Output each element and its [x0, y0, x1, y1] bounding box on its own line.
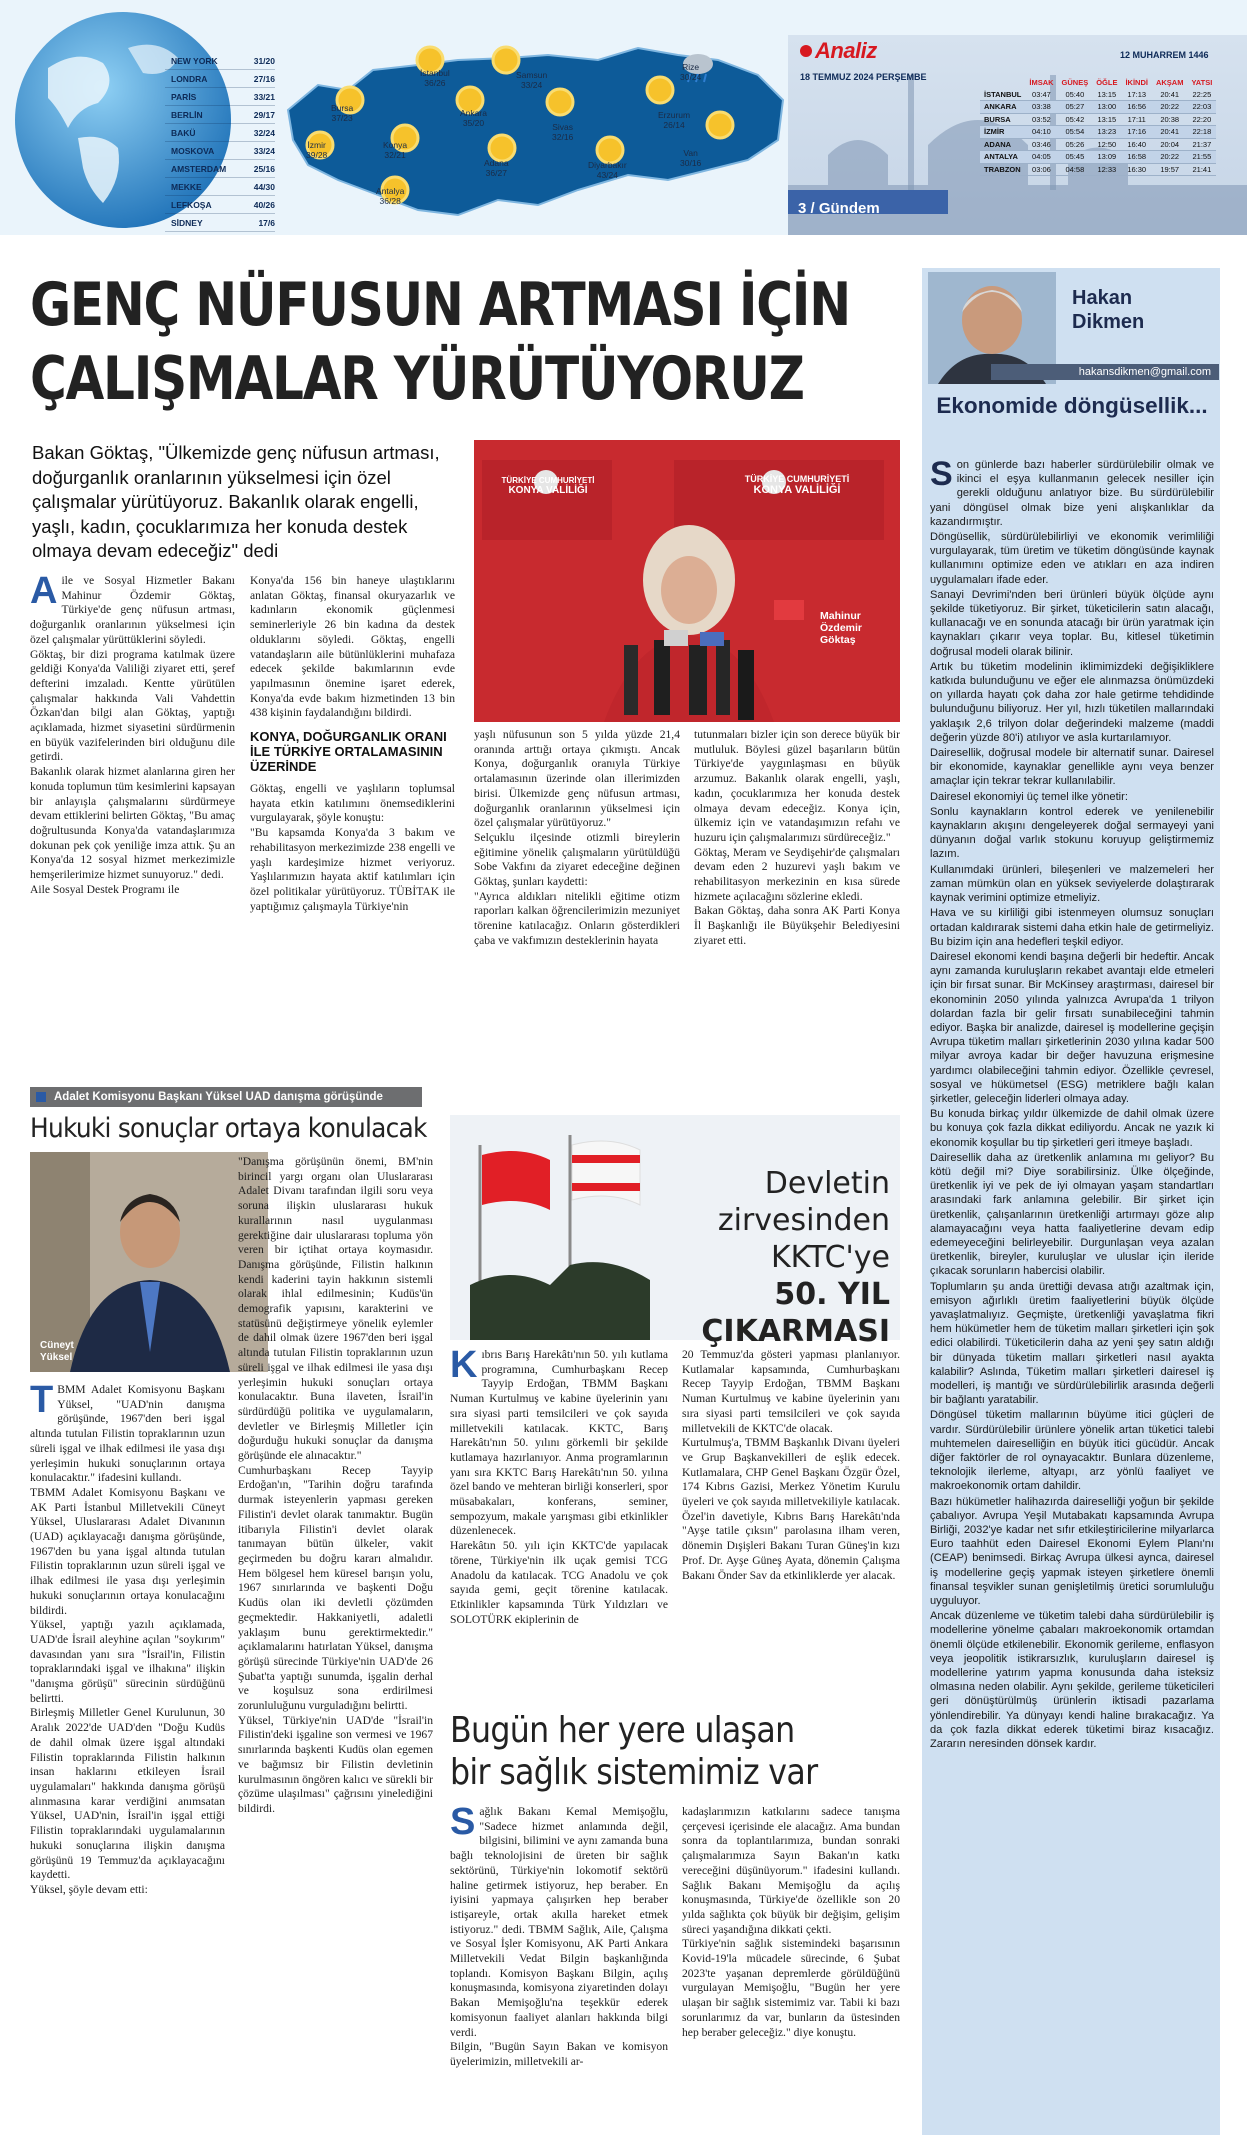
hijri-date: 12 MUHARREM 1446	[1120, 50, 1209, 60]
main-photo	[474, 440, 900, 722]
uad-photo	[30, 1152, 268, 1372]
main-headline: GENÇ NÜFUSUN ARTMASI İÇİN ÇALIŞMALAR YÜRÜTÜYORUZ	[30, 270, 850, 414]
uad-headline: Hukuki sonuçlar ortaya konulacak	[30, 1113, 427, 1144]
main-column-3: yaşlı nüfusunun son 5 yılda yüzde 21,4 oranında arttığı ortaya çıkmıştı. Ancak Konya, doğurganlık oranıyla Türkiye ortalamasının üzerinde olan illerimizden birisi. Ülkemizde genç nüfusun artması, doğurganlık oranlarının yükselmesi için özel çalışmalar yürütüyoruz." Selçuklu ilçesinde otizmli bireylerin eğitimine yönelik çalışmaların yürütüldüğü Sobe Vakfını da ziyaret edeceğine değinen Göktaş, şunları kaydetti: "Ayrıca aldıkları nitelikli eğitime otizm raporları kalkan öğrencilerimizin mezuniyet törenine katılacağız. Onların gösterdikleri çaba ve vakfımızın desteklerinin hayata	[474, 728, 680, 947]
main-subhead: Bakan Göktaş, "Ülkemizde genç nüfusun artması, doğurganlık oranlarının yükselmesi için özel çalışmalar yürütüyoruz. Bakanlık olarak engelli, yaşlı, kadın, çocuklarımıza her konuda destek olmaya devam edeceğiz" dedi	[32, 442, 440, 561]
prayer-times-table: İMSAK GÜNEŞ ÖĞLE İKİNDİ AKŞAM YATSI İSTANBUL 03:47 05:40 13:15 17:13 20:41 22:25 ANKARA 03:38 05:27 13:00 16:56 20:22 22:03 BURSA 03:52 05:42 13:15 17:11 20:38 22:20 İZMİR 04:10 05:54 13:23 17:16 20:41 22:18 ADANA 03:46 05:26 12:50 16:40 20:04 21:37 ANTALYA 04:05 05:45 13:09 16:58 20:22 21:55 TRABZON 03:06 04:58 12:33 16:30 19:57 21:41	[980, 76, 1216, 176]
sun-icon	[700, 105, 740, 145]
weather-banner	[0, 0, 1247, 235]
world-city-row: LEFKOŞA 40/26	[165, 196, 275, 214]
prayer-row: BURSA 03:52 05:42 13:15 17:11 20:38 22:20	[980, 113, 1216, 126]
analiz-logo: Analiz	[800, 38, 877, 64]
dropcap: S	[450, 1801, 476, 1843]
columnist-email: hakansdikmen@gmail.com	[991, 364, 1219, 380]
prayer-row: ADANA 03:46 05:26 12:50 16:40 20:04 21:37	[980, 138, 1216, 151]
world-city-row: NEW YORK 31/20	[165, 52, 275, 70]
main-column-2: Konya'da 156 bin haneye ulaştıklarını anlatan Göktaş, finansal okuryazarlık ve kadınların ekonomik güçlenmesi seminerleriyle 26 bin kadına da destek olduklarını söyledi. Göktaş, engelli vatandaşların aile bütünlüklerini muhafaza edecek şekilde bakımlarının evde yapılmasının önemine işaret ederek, Konya'da evde bakım hizmetinden 13 bin 438 kişinin faydalandığını bildirdi. KONYA, DOĞURGANLIK ORANI İLE TÜRKİYE ORTALAMASININ ÜZERİNDE Göktaş, engelli ve yaşlıların toplumsal hayata etkin katılımını önemsediklerini vurgulayarak, şöyle konuştu: "Bu kapsamda Konya'da 3 bakım ve rehabilitasyon merkezimizde 238 engelli ve yaşlı kardeşimize hizmet veriyoruz. Yaşlılarımızın hayata aktif katılımları için özel politikalar yürütüyoruz. TÜBİTAK ile yaptığımız çalışmayla Türkiye'nin	[250, 574, 455, 913]
uad-photo-caption: Cüneyt Yüksel	[40, 1340, 74, 1363]
prayer-row: ANTALYA 04:05 05:45 13:09 16:58 20:22 21:55	[980, 151, 1216, 164]
city-weather-istanbul: İstanbul 36/26	[420, 68, 450, 88]
city-weather-izmir: İzmir 39/28	[306, 140, 328, 160]
prayer-row: İZMİR 04:10 05:54 13:23 17:16 20:41 22:18	[980, 126, 1216, 139]
city-weather-konya: Konya 32/21	[383, 140, 408, 160]
city-weather-adana: Adana 36/27	[484, 158, 509, 178]
saglik-column-2: kadaşlarımızın katkılarını sadece tanışma çerçevesi içerisinde ele alacağız. Ama bundan sonra da toplantılarımıza, bundan sonraki çalışmalarımıza Sayın Bakan'ın katkı vereceğini düşünüyorum." ifadesini kullandı. Sağlık Bakanı Memişoğlu da açılış konuşmasında, Türkiye'de özellikle son 20 yılda sağlıkta çok büyük bir değişim, gelişim süreci yaşandığına dikkati çekti. Türkiye'nin sağlık sistemindeki başarısının Kovid-19'la mücadele sürecinde, 6 Şubat 2023'te yaşanan depremlerde görüldüğünü vurgulayan Memişoğlu, "Bugün her yere ulaşan bir sağlık sistemimiz var. Tabii ki bazı sorunlarımız da var, bunların da üstesinden hep beraber geleceğiz." diye konuştu.	[682, 1805, 900, 2039]
main-column-1: Aile ve Sosyal Hizmetler Bakanı Mahinur Özdemir Göktaş, Türkiye'de genç nüfusun artması, doğurganlık oranlarının yükselmesi için özel çalışmalar yürüttüklerini söyledi. Göktaş, bir dizi programa katılmak üzere geldiği Konya'da Valiliği ziyaret etti, şeref defterini imzaladı. Kentte yürütülen çalışmalar hakkında Vali Vahdettin Özkan'dan bilgi alan Göktaş, yaptığı açıklamada, hizmet siyasetini sürdürmenin en büyük vazifelerinden biri olduğunu dile getirdi. Bakanlık olarak hizmet alanlarına giren her konuda toplumun tüm kesimlerini kapsayan bir anlayışla çalışmalarını sürdürmeye devam ettiklerini belirten Göktaş, "Bu amaç doğrultusunda Konya'da vatandaşlarımıza dokunan pek çok yeniliğe imza attık. Şu an Konya'da 12 sosyal hizmet merkezimizle hemşerilerimize hizmet sunuyoruz." dedi. Aile Sosyal Destek Programı ile	[30, 570, 235, 896]
saglik-headline: Bugün her yere ulaşan bir sağlık sistemimiz var	[450, 1710, 818, 1793]
main-subtitle: KONYA, DOĞURGANLIK ORANI İLE TÜRKİYE ORTALAMASININ ÜZERİNDE	[250, 729, 447, 775]
issue-date: 18 TEMMUZ 2024 PERŞEMBE	[800, 72, 927, 82]
world-city-row: MOSKOVA 33/24	[165, 142, 275, 160]
saglik-column-1: Sağlık Bakanı Kemal Memişoğlu, "Sadece hizmet anlamında değil, bilgisini, bilimini ve aynı zamanda buna bağlı teknolojisini de üreten bir sağlık sektörünü, Türkiye'nin lokomotif sektörü haline getirmek istiyoruz, hep beraber. En iyisini yapmaya çalışırken hep beraber istişareyle, ortak akılla hareket etmek istiyoruz." dedi. TBMM Sağlık, Aile, Çalışma ve Sosyal İşler Komisyonu, AK Parti Ankara Milletvekili Vedat Bilgin başkanlığında toplandı. Komisyon Başkanı Bilgin, açılış konuşmasında, komisyona ziyaretinden dolayı Bakan Memişoğlu'na teşekkür ederek komisyonun faaliyet alanları hakkında bilgi verdi. Bilgin, "Bugün Sayın Bakan ve komisyon üyelerimizin, milletvekili ar-	[450, 1801, 668, 2068]
prayer-row: İSTANBUL 03:47 05:40 13:15 17:13 20:41 22:25	[980, 88, 1216, 101]
dropcap: S	[930, 455, 953, 493]
city-weather-ankara: Ankara 35/20	[460, 108, 487, 128]
world-city-row: MEKKE 44/30	[165, 178, 275, 196]
uad-column-2: "Danışma görüşünün önemi, BM'nin birincil yargı organı olan Uluslararası Adalet Divanı tarafından ilgili soru veya soruna ilişkin uluslararası hukuk kurallarının nasıl uygulanması gerektiğine dair uluslararası topluma yön veren bir içtihat ortaya koymasıdır. Danışma görüşünde, Filistin halkının kendi kaderini tayin hakkının sistemli olarak ihlal edilmesinin; Kudüs'ün demografik yapısını, karakterini ve statüsünü değiştirmeye yönelik eylemler de dahil olmak üzere 1967'den beri işgal altında tutulan Filistin topraklarının uzun süreli işgal ve ilhak edilmesi ile yasa dışı yerleşimin hukuki sonuçları ortaya konulacaktır. Buna ilaveten, İsrail'in sürdürdüğü politika ve uygulamaların, devletler ve Birleşmiş Milletler için doğurduğu hukuki sonuçlar da danışma görüşünde ele alınacaktır." Cumhurbaşkanı Recep Tayyip Erdoğan'ın, "Tarihin doğru tarafında durmak isteyenlerin yapması gereken Filistin'i devlet olarak tanımaktır. Bugün itibarıyla Filistin'i devlet olarak tanımayan bütün ülkeler, vakit geçirmeden bu doğru kararı almalıdır. Hem bölgesel hem küresel barışın yolu, 1967 sınırlarında ve başkenti Doğu Kudüs olan iki devletli çözümden geçmektedir. Hakkaniyetli, adaletli yaklaşım bunu gerektirmektedir." açıklamalarını hatırlatan Yüksel, danışma görüşü sürecinde Türkiye'nin UAD'de 26 Şubat'ta yaptığı sunumda, işgalin derhal ve koşulsuz sona erdirilmesi zorunluluğunu vurguladığını belirtti. Yüksel, Türkiye'nin UAD'de "İsrail'in Filistin'deki işgaline son vermesi ve 1967 sınırlarında başkenti Kudüs olan egemen ve bağımsız bir Filistin devletinin kurulmasının öngören kalıcı ve sürekli bir çözüme ulaşılması" çağrısını yinelediğini bildirdi.	[238, 1155, 433, 1815]
city-weather-samsun: Samsun 33/24	[516, 70, 548, 90]
city-weather-rize: Rize 30/24	[680, 62, 702, 82]
city-weather-sivas: Sivas 32/16	[552, 122, 574, 142]
uad-column-1: TBMM Adalet Komisyonu Başkanı Yüksel, "UAD'nin danışma görüşünde, 1967'den beri işgal altında tutulan Filistin topraklarının uzun süreli işgal ve ilhak edilmesi ile yasa dışı yerleşimin hukuki sonuçlarının ortaya konulacaktır." ifadesini kullandı. TBMM Adalet Komisyonu Başkanı ve AK Parti İstanbul Milletvekili Cüneyt Yüksel, Uluslararası Adalet Divanının (UAD) açıklayacağı danışma görüşünde, 1967'den bu yana işgal altında tutulan Filistin topraklarının uzun süreli işgal ve ilhak edilmesi ile yasa dışı yerleşimin hukuki sonuçlarının ortaya konulacağını bildirdi. Yüksel, yaptığı yazılı açıklamada, UAD'de İsrail aleyhine açılan "soykırım" davasından yanı sıra "İsrail'in, Filistin topraklarındaki işgal ve ilhakına" ilişkin "danışma görüşü" sürecinin sürdüğünü belirtti. Birleşmiş Milletler Genel Kurulunun, 30 Aralık 2022'de UAD'den "Doğu Kudüs de dahil olmak üzere işgal altındaki Filistin topraklarında Filistin halkının insan haklarını etkileyen İsrail uygulamaları" hakkında danışma görüşü alınmasına karar verdiğini anımsatan Yüksel, UAD'nin, İsrail'in işgal ettiği Filistin topraklarındaki uygulamalarının hukuki sonuçlarına ilişkin danışma görüşünü 19 Temmuz'da açıklayacağını kaydetti. Yüksel, şöyle devam etti:	[30, 1379, 225, 1896]
section-label: 3 / Gündem	[798, 200, 880, 217]
kktc-column-1: Kıbrıs Barış Harekâtı'nın 50. yılı kutlama programına, Cumhurbaşkanı Recep Tayyip Erdoğan, TBMM Başkanı Numan Kurtulmuş ve kabine üyelerinin yanı sıra siyasi parti temsilcileri ve çok sayıda milletvekili katılacak. KKTC, Barış Harekâtı'nın 50. yılını görkemli bir şekilde kutlamaya hazırlanıyor. Anma programlarının yanı sıra KKTC Barış Harekâtı'nın 50. yılına özel bando ve mehteran birliği konserleri, spor müsabakaları, konferans, seminer, sempozyum, makale yarışması gibi etkinlikler düzenlenecek. Harekâtın 50. yılı için KKTC'de yapılacak törene, Türkiye'nin ilk uçak gemisi TCG Anadolu da katılacak. TCG Anadolu ve çok sayıda gemi, geçit törenine katılacak. Etkinlikler kapsamında Türk Yıldızları ve SOLOTÜRK ekiplerinin de	[450, 1344, 668, 1626]
prayer-row: ANKARA 03:38 05:27 13:00 16:56 20:22 22:03	[980, 101, 1216, 114]
kktc-column-2: 20 Temmuz'da gösteri yapması planlanıyor. Kutlamalar kapsamında, Cumhurbaşkanı Recep Tayyip Erdoğan, TBMM Başkanı Numan Kurtulmuş ve kabine üyelerinin yanı sıra siyasi parti temsilcileri ve çok sayıda milletvekili de KKTC'de olacak. Kurtulmuş'a, TBMM Başkanlık Divanı üyeleri ve Grup Başkanvekilleri de eşlik edecek. Kutlamalara, CHP Genel Başkanı Özgür Özel, 174 Kıbrıs Gazisi, Merkez Yönetim Kurulu üyeleri ve çok sayıda milletvekiliyle katılacak. Özel'in davetiyle, Kıbrıs Barış Harekâtı'nda "Ayşe tatile çıksın" parolasına ilham veren, dönemin Dışişleri Bakanı Turan Güneş'in kızı Prof. Dr. Ayşe Güneş Ayata, dönemin Çalışma Bakanı Önder Sav da etkinliklerde yer alacak.	[682, 1348, 900, 1582]
city-weather-bursa: Bursa 37/23	[331, 103, 354, 123]
dropcap: K	[450, 1344, 478, 1386]
photo-caption: Mahinur Özdemir Göktaş	[820, 610, 863, 646]
world-city-row: BERLİN 29/17	[165, 106, 275, 124]
world-city-row: LONDRA 27/16	[165, 70, 275, 88]
world-city-row: BAKÜ 32/24	[165, 124, 275, 142]
prayer-row: TRABZON 03:06 04:58 12:33 16:30 19:57 21:41	[980, 163, 1216, 176]
dropcap: T	[30, 1379, 54, 1421]
column-title: Ekonomide döngüsellik...	[936, 393, 1208, 418]
photo-backdrop-text: TÜRKİYE CUMHURİYETİ KONYA VALİLİĞİ	[501, 476, 595, 496]
world-city-row: SİDNEY 17/6	[165, 214, 275, 232]
dropcap: A	[30, 570, 58, 612]
city-weather-erzurum: Erzurum 26/14	[658, 110, 691, 130]
main-column-4: tutunmaları bizler için son derece büyük bir mutluluk. Böylesi güzel başarıların bütün Türkiye'de yaygınlaşması en büyük arzumuz. Bakanlık olarak engelli, yaşlı, kadın, çocuklarımıza her konuda destek olmaya devam edeceğiz. Konya için, ülkemiz için ve vatandaşımızın refahı ve huzuru için çalışmalarımızı sürdüreceğiz." Göktaş, Meram ve Seydişehir'de çalışmaları devam eden 2 huzurevi yaşlı bakım ve rehabilitasyon merkezinin en kısa sürede hizmete açılacağını sözlerine ekledi. Bakan Göktaş, daha sonra AK Parti Konya İl Başkanlığı ile Büyükşehir Belediyesini ziyaret etti.	[694, 728, 900, 947]
columnist-name: Hakan Dikmen	[1072, 287, 1145, 333]
city-weather-antalya: Antalya 36/28	[376, 186, 405, 206]
world-city-row: AMSTERDAM 25/16	[165, 160, 275, 178]
city-weather-diyarbakir: Diyarbakır 43/24	[588, 160, 627, 180]
city-weather-van: Van 30/16	[680, 148, 702, 168]
column-body: Son günlerde bazı haberler sürdürülebilir olmak ve ikinci el eşya kullanmanın gelecek nesiller için gerekli olduğunu anlatıyor bize. Bu sürdürülebilir yani döngüsel olmak bize yeni alışkanlıklar da kazandırmıştır. Döngüsellik, sürdürülebilirliyi ve ekonomik verimliliği vurgulayarak, tüm üretim ve tüketim döngüsünde kaynak kullanımını optimize eden ve atıkları en aza indiren uygulamaları ifade eder. Sanayi Devrimi'nden beri ürünleri büyük ölçüde aynı şekilde tüketiyoruz. Bir şirket, tüketicilerin satın alacağı, kullanacağı ve en sonunda atacağı bir ürün yaratmak için kaynakları çıkarır veya toplar. Bu, kitlesel tüketimin doğrusal modeli olarak bilinir. Artık bu tüketim modelinin iklimimizdeki değişikliklere katkıda bulunduğunu ve eğer ele alınmazsa önümüzdeki on yıllarda hayatı çok daha zor hale getirme tehdidinde bulunduğunu biliyoruz. Her yıl, hızlı tüketilen mallarındaki yaklaşık 2,6 trilyon dolar değerindeki malzeme (maddi değerin yüzde 80'i) atılıyor ve asla kurtarılamıyor. Dairesellik, doğrusal modele bir alternatif sunar. Dairesel bir ekonomide, kaynaklar genellikle aynı veya benzer amaçlar için tekrar tekrar kullanılabilir. Dairesel ekonomiyi üç temel ilke yönetir: Sonlu kaynakların kontrol ederek ve yenilenebilir kaynakların akışını dengeleyerek doğal sermayeyi yani dünyanın doğal varlık stokunu koruyup geliştirmemiz lazım. Kullanımdaki ürünleri, bileşenleri ve malzemeleri her zaman mümkün olan en yüksek seviyelerde dolaştırarak kaynak verimini optimize etmeliyiz. Hava ve su kirliliği gibi istenmeyen olumsuz sonuçları ortadan kaldırarak sistemi daha etkin hale de getirmeliyiz. Bu bizim için ana hedefleri teşkil ediyor. Dairesel ekonomi kendi başına değerli bir hedeftir. Ancak aynı zamanda kuruluşların rekabet avantajı elde etmeleri için bir fırsat sunar. Bir McKinsey araştırması, dairesel bir ekonominin 2050 yılında yalnızca Avrupa'da 1 trilyon dolardan fazla bir gelir fırsatı sunabileceğini tahmin ediyor. Başka bir analizde, dairesel iş modellerine geçişin Avrupa tüketim malları şirketlerinin 2030 yılına kadar 500 milyar avroya kadar bir değer havuzuna erişmesine yardımcı olabileceğini tahmin ediyor. Özellikle çevresel, sosyal ve hükümetsel (ESG) metriklere bağlı kalan şirketler, geleceğin liderleri olmaya aday. Bu konuda birkaç yıldır ülkemizde de dahil olmak üzere bu konuya çok fazla dikkat ediliyordu. Ancak ne yazık ki ekonomik koşullar bu tip şirketleri geri itmeye başladı. Dairesellik daha az üretkenlik anlamına mı geliyor? Bu kötü değil mi? Diye sorabilirsiniz. Ülke ölçeğinde, üretkenlik iyi ve pek de iyi olmayan yaşam standartları arasındaki fark anlamına gelebilir. Bir şirket için üretkenlik, çalışanlarının üretkenliği artırmayı göze alıp alamayacağını veya hatta faaliyetlerine devam edip edemeyeceğini belirleyebilir. Durgunlaşan veya azalan üretkenlik, bireyler, kuruluşlar ve uluslar için ileride çıkacak sorunların habercisi olabilir. Toplumların şu anda ürettiği devasa atığı azaltmak için, emisyon ağırlıklı üretim faaliyetlerini büyük ölçüde yavaşlatmalıyız. Geçmişte, üretkenliği yavaşlatma fikri hem hükümetler hem de tüketim malları şirketleri için şok edici olabilirdi. Tüketicilerin daha az yeni şey satın aldığı bir dünyada tüketim malları şirketleri nasıl ayakta kalabilir? Aslında, Tüketim malları şirketleri dairesel iş modelleri, iş mantığı ve sürdürülebilirlik arasında değerli bir bağlantı yaratabilir. Döngüsel tüketim mallarının büyüme itici güçleri de vardır. Sürdürülebilir ürünlere yönelik artan tüketici talebi muhtemelen daireselliğin en büyük itici gücüdür. Ancak diğer faktörler de rol oynayacaktır. Bunlara düzenleme, teknolojik ilerleme, altyapı, arz yönlü faaliyet ve makroekonomik ortam dahildir. Bazı hükümetler halihazırda daireselliği yoğun bir şekilde çabalıyor. Avrupa Yeşil Mutabakatı kapsamında Avrupa Birliği, 2032'ye kadar net sıfır etkileştiricilerine milyarlarca Euro taahhüt eden Dairesel Ekonomi Eylem Planı'nı (CEAP) benimsedi. Birkaç Avrupa ülkesi aynca, dairesel iş modellerine geçiş yapmak isteyen şirketlere önemli finansal teşvikler sunan genişletilmiş üretici sorumluluğu uyguluyor. Ancak düzenleme ve tüketim talebi daha sürdürülebilir iş modellerine yönelme çabaları makroekonomik ortamdan önemli ölçüde etkilenebilir. Ekonomik gerileme, enflasyon veya jeopolitik istikrarsızlık, kuruluşların dairesel iş modellerine yatırım yapma konusunda daha isteksiz olmasına neden olabilir. Aynı şekilde, gerileme tüketicileri geri dönüştürülmüş ürünlerin iktisadi pazarlama yönlendirebilir. Ya dünyayı kendi haline bırakacağız. Ya da çok fazla dikkat ederek tüketimi biraz kısacağız. Zararın neresinden dönsek kardır.	[930, 455, 1214, 1751]
world-weather-list	[165, 52, 275, 232]
uad-kicker: Adalet Komisyonu Başkanı Yüksel UAD danışma görüşünde	[30, 1087, 422, 1107]
sun-icon	[640, 70, 680, 110]
kktc-headline: Devletin zirvesinden KKTC'ye 50. YIL ÇIKARMASI	[701, 1166, 890, 1349]
world-city-row: PARİS 33/21	[165, 88, 275, 106]
photo-backdrop-text: TÜRKİYE CUMHURİYETİ KONYA VALİLİĞİ	[744, 474, 850, 496]
